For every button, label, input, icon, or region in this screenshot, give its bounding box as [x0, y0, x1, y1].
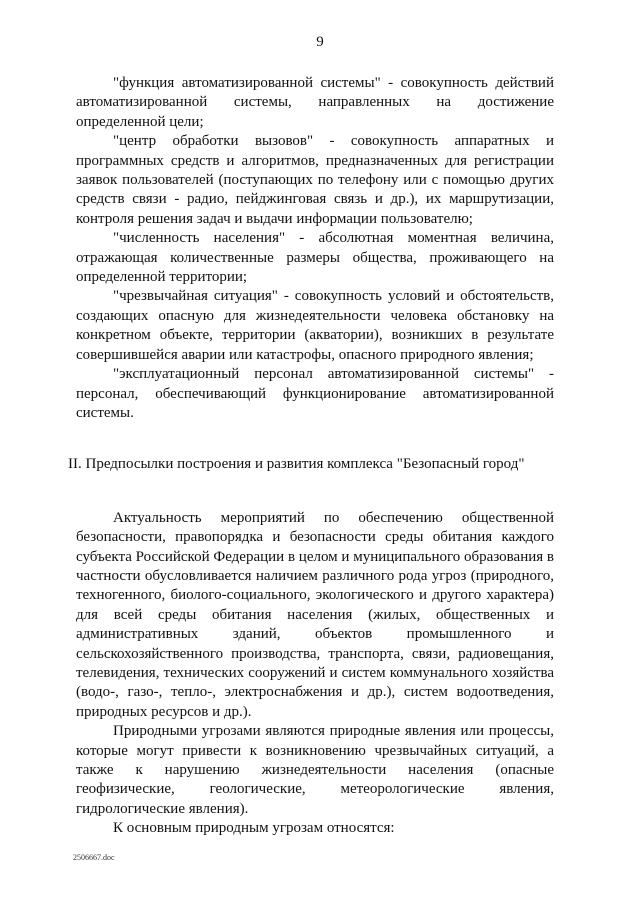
body-paragraph: Природными угрозами являются природные явления или процессы, которые могут привести к возникновению чрезвычайных ситуаций, а также к нарушению жизнедеятельности населения (опасные геофизические, геологические, метеорологические явления, гидрологические явления).: [76, 723, 554, 817]
body-paragraph: Актуальность мероприятий по обеспечению общественной безопасности, правопорядка и безопасности среды обитания каждого субъекта Российской Федерации в целом и муниципального образования в частности обусловливается наличием различного рода угроз (природного, техногенного, биолого-социального, экологического и другого характера) для всей среды обитания населения (жилых, общественных и административных зданий, объектов промышленного и сельскохозяйственного производства, транспорта, связи, радиовещания, телевидения, технических сооружений и систем коммунального хозяйства (водо-, газо-, тепло-, электроснабжения и др.), систем водоотведения, природных ресурсов и др.).: [76, 509, 554, 720]
page-number: 9: [316, 34, 324, 50]
body-paragraph: К основным природным угрозам относятся:: [113, 820, 395, 837]
definition-paragraph: "численность населения" - абсолютная моментная величина, отражающая количественные размеры общества, проживающего на определенной территории;: [76, 230, 554, 286]
document-body: [68, 74, 554, 839]
definition-paragraph: "эксплуатационный персонал автоматизированной системы" - персонал, обеспечивающий функционирование автоматизированной системы.: [76, 366, 554, 421]
definition-paragraph: "центр обработки вызовов" - совокупность аппаратных и программных средств и алгоритмов, предназначенных для регистрации заявок пользователей (поступающих по телефону или с помощью других средств связи - радио, пейджинговая связь и др.), их маршрутизации, контроля решения задач и выдачи информации пользователю;: [76, 133, 554, 227]
footer-file-code: 2506667.doc: [73, 853, 115, 862]
definition-paragraph: "чрезвычайная ситуация" - совокупность условий и обстоятельств, создающих опасную для жизнедеятельности человека обстановку на конкретном объекте, территории (акватории), возникших в результате совершившейся аварии или катастрофы, опасного природного явления;: [76, 288, 554, 363]
section-heading: II. Предпосылки построения и развития комплекса "Безопасный город": [68, 456, 525, 473]
definition-paragraph: "функция автоматизированной системы" - совокупность действий автоматизированной системы, направленных на достижение определенной цели;: [76, 75, 554, 130]
